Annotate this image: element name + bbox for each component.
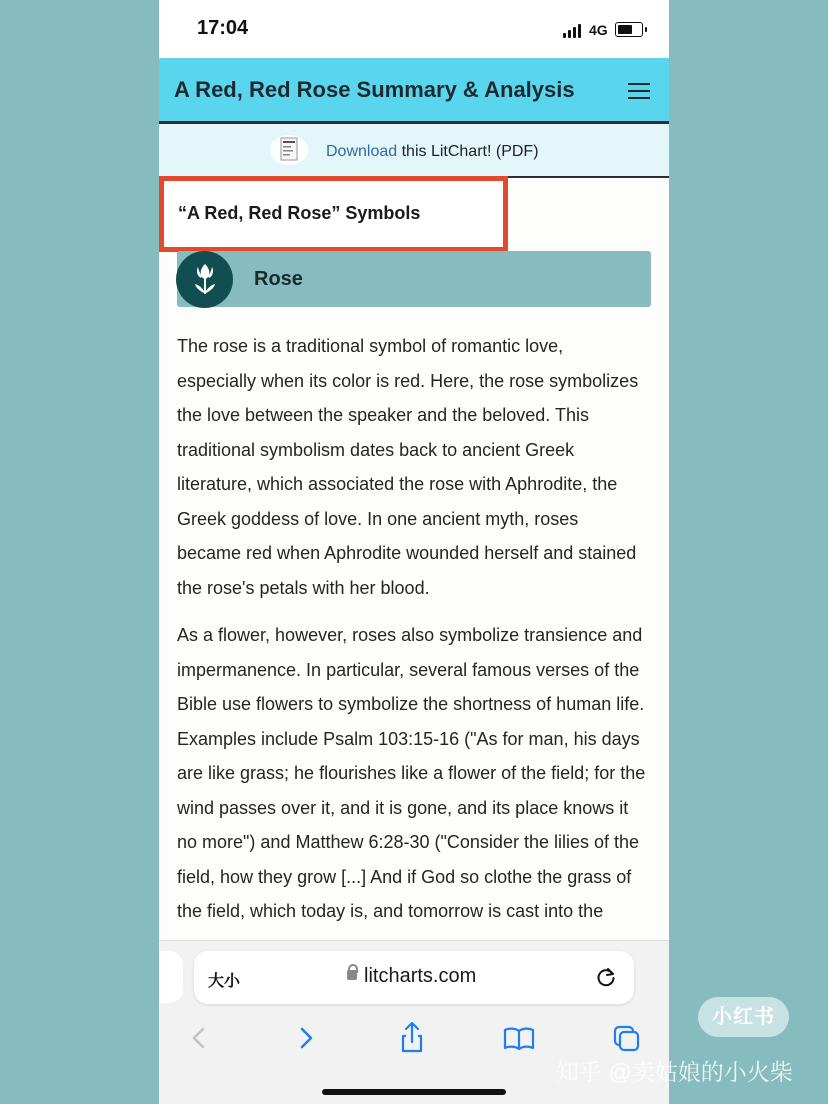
symbol-description <box>177 329 647 976</box>
network-type: 4G <box>589 22 608 38</box>
symbol-bar-rose[interactable] <box>177 251 651 307</box>
phone-screen <box>159 0 669 1104</box>
zhihu-watermark: 知乎 @卖姑娘的小火柴 <box>556 1059 793 1085</box>
paragraph: The rose is a traditional symbol of romantic love, especially when its color is red. Here, the rose symbolizes the love between the speaker and the beloved. This traditional symbolism dates back to ancient Greek literature, which associated the rose with Aphrodite, the Greek goddess of love. In one ancient myth, roses became red when Aphrodite wounded herself and stained the rose's petals with her blood. <box>177 336 639 598</box>
reload-icon[interactable] <box>595 966 617 988</box>
tulip-icon <box>190 262 220 296</box>
tabs-icon[interactable] <box>607 1019 647 1059</box>
status-bar <box>159 0 669 58</box>
xiaohongshu-watermark: 小红书 <box>698 997 789 1037</box>
home-indicator <box>322 1089 506 1095</box>
browser-nav-row <box>159 1019 669 1059</box>
download-text <box>326 143 539 161</box>
section-heading: “A Red, Red Rose” Symbols <box>178 203 421 223</box>
symbol-circle <box>176 251 233 308</box>
download-rest-text: this LitChart! (PDF) <box>397 143 539 160</box>
address-bar[interactable] <box>194 951 634 1004</box>
download-banner <box>159 124 669 178</box>
status-time: 17:04 <box>197 17 249 39</box>
download-link[interactable]: Download <box>326 143 398 160</box>
symbols-heading-highlight <box>159 176 508 252</box>
battery-icon <box>615 22 643 37</box>
paragraph: As a flower, however, roses also symbolize transience and impermanence. In particular, several famous verses of the Bible use flowers to symbolize the shortness of human life. Examples include Psalm 103:15-16 ("As for man, his days are like grass; he flourishes like a flower of the field; for the wind passes over it, and it is gone, and its place knows it no more") and Matthew 6:28-30 ("Consider the lilies of the field, how they grow [...] And if God so clothe the grass of the field, which today is, and tomorrow is cast into the <box>177 625 646 921</box>
pdf-document-icon <box>269 133 309 167</box>
page-title: A Red, Red Rose Summary & Analysis <box>174 77 575 102</box>
site-header <box>159 58 669 124</box>
bookmarks-icon[interactable] <box>499 1019 539 1059</box>
back-icon[interactable] <box>181 1019 221 1059</box>
forward-icon[interactable] <box>287 1019 327 1059</box>
lock-icon <box>347 970 357 983</box>
url-text[interactable]: litcharts.com <box>364 965 477 987</box>
signal-icon <box>563 24 581 38</box>
previous-tab-pill[interactable] <box>159 951 183 1003</box>
hamburger-menu-icon[interactable] <box>628 83 650 99</box>
symbol-label: Rose <box>254 268 303 290</box>
share-icon[interactable] <box>392 1019 432 1059</box>
text-size-button[interactable]: 大小 <box>208 973 241 990</box>
